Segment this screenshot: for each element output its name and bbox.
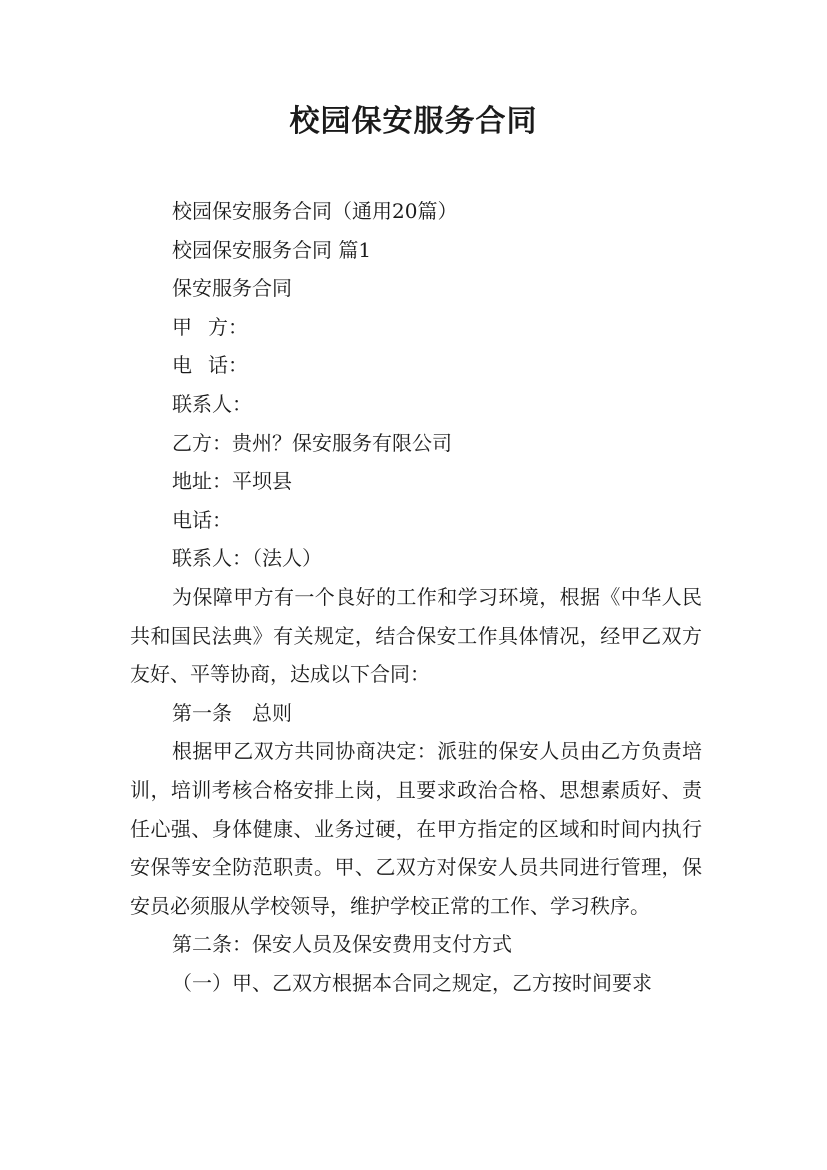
intro-paragraph: 为保障甲方有一个良好的工作和学习环境，根据《中华人民共和国民法典》有关规定，结合保安工作具体情况，经甲乙双方友好、平等协商，达成以下合同：: [130, 584, 702, 687]
party-a-contact-line: 联系人：: [172, 391, 252, 416]
party-b-address-line: 地址：平坝县: [172, 469, 292, 494]
party-a-label-char1: 甲: [172, 314, 192, 339]
party-a-label-char2: 方：: [208, 314, 248, 339]
subtitle-line: 校园保安服务合同（通用20篇）: [172, 199, 458, 223]
document-body: [130, 192, 702, 1002]
party-a-phone-char2: 话：: [208, 353, 248, 378]
party-a-phone-line: [130, 346, 702, 385]
article1-paragraph: 根据甲乙双方共同协商决定：派驻的保安人员由乙方负责培训，培训考核合格安排上岗，且要求政治合格、思想素质好、责任心强、身体健康、业务过硬，在甲方指定的区域和时间内执行安保等安全防范职责。甲、乙双方对保安人员共同进行管理，保安员必须服从学校领导，维护学校正常的工作、学习秩序。: [130, 739, 702, 918]
article2-item1: （一）甲、乙双方根据本合同之规定，乙方按时间要求: [172, 970, 652, 995]
section-heading: 校园保安服务合同 篇1: [172, 237, 372, 262]
party-b-phone-line: 电话：: [172, 507, 232, 532]
party-b-contact-line: 联系人：（法人）: [172, 546, 322, 571]
party-a-phone-char1: 电: [172, 353, 192, 378]
article2-heading: 第二条：保安人员及保安费用支付方式: [172, 932, 512, 957]
article1-heading: 第一条 总则: [172, 700, 292, 725]
party-a-line: [130, 308, 702, 347]
party-a-label: [172, 308, 248, 347]
contract-name-line: 保安服务合同: [172, 276, 292, 301]
party-b-name-line: 乙方：贵州？保安服务有限公司: [172, 430, 452, 455]
party-a-phone-label: [172, 346, 248, 385]
document-title: 校园保安服务合同: [289, 104, 538, 139]
